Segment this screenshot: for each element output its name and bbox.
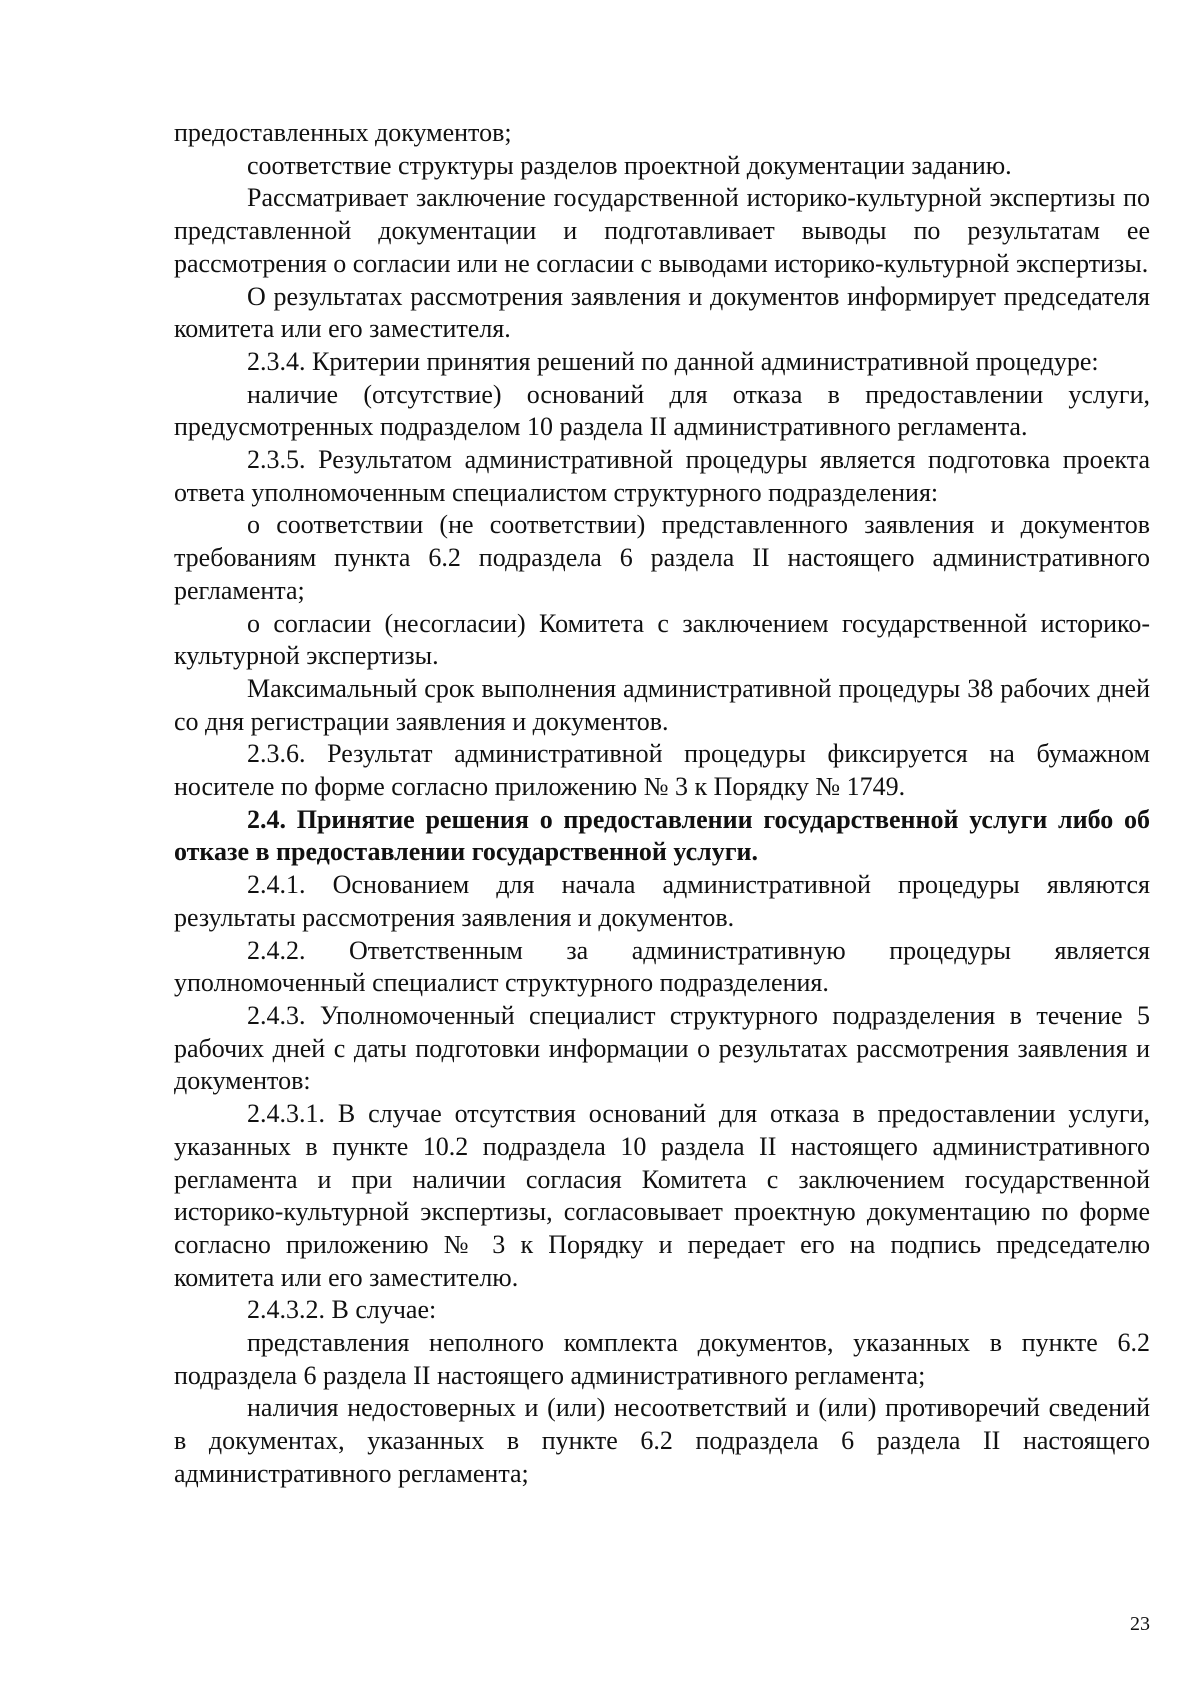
paragraph: 2.3.4. Критерии принятия решений по данной административной процедуре:: [247, 346, 1099, 376]
paragraph: 2.4.3.1. В случае отсутствия оснований для отказа в предоставлении услуги, указанных в пункте 10.2 подраздела 10 раздела II настоящего административного регламента и при наличии согласия Комитета с заключением государственной историко-культурной экспертизы, согласовывает проектную документацию по форме согласно приложению № 3 к Порядку и передает его на подпись председателю комитета или его заместителю.: [174, 1099, 1150, 1292]
paragraph: 2.4.3. Уполномоченный специалист структурного подразделения в течение 5 рабочих дней с даты подготовки информации о результатах рассмотрения заявления и документов:: [174, 1000, 1150, 1096]
paragraph: 2.4.1. Основанием для начала административной процедуры являются результаты рассмотрения заявления и документов.: [174, 870, 1150, 932]
paragraph: Максимальный срок выполнения административной процедуры 38 рабочих дней со дня регистрации заявления и документов.: [174, 673, 1150, 736]
paragraph: 2.4.3.2. В случае:: [247, 1295, 437, 1325]
paragraph: о согласии (несогласии) Комитета с заключением государственной историко-культурной экспертизы.: [174, 608, 1150, 671]
paragraph: 2.3.6. Результат административной процедуры фиксируется на бумажном носителе по форме согласно приложению № 3 к Порядку № 1749.: [174, 739, 1150, 802]
paragraph: 2.4.2. Ответственным за административную процедуры является уполномоченный специалист структурного подразделения.: [174, 935, 1150, 998]
paragraph: предоставленных документов;: [174, 118, 512, 147]
paragraph: Рассматривает заключение государственной историко-культурной экспертизы по представленной документации и подготавливает выводы по результатам ее рассмотрения о согласии или не согласии с выводами историко-культурной экспертизы.: [174, 183, 1150, 278]
paragraph: наличия недостоверных и (или) несоответствий и (или) противоречий сведений в документах, указанных в пункте 6.2 подраздела 6 раздела II настоящего административного регламента;: [174, 1393, 1150, 1488]
page-number: 23: [1130, 1613, 1150, 1635]
paragraph: наличие (отсутствие) оснований для отказа в предоставлении услуги, предусмотренных подразделом 10 раздела II административного регламента.: [174, 379, 1150, 442]
paragraph: о соответствии (не соответствии) представленного заявления и документов требованиям пункта 6.2 подраздела 6 раздела II настоящего административного регламента;: [174, 510, 1150, 605]
paragraph: соответствие структуры разделов проектной документации заданию.: [247, 150, 1012, 180]
paragraph: 2.3.5. Результатом административной процедуры является подготовка проекта ответа уполномоченным специалистом структурного подразделения:: [174, 445, 1150, 507]
document-page: [174, 117, 1150, 1491]
paragraph: представления неполного комплекта документов, указанных в пункте 6.2 подраздела 6 раздела II настоящего административного регламента;: [174, 1328, 1150, 1390]
section-heading: 2.4. Принятие решения о предоставлении государственной услуги либо об отказе в предоставлении государственной услуги.: [174, 804, 1150, 867]
paragraph: О результатах рассмотрения заявления и документов информирует председателя комитета или его заместителя.: [174, 281, 1150, 344]
